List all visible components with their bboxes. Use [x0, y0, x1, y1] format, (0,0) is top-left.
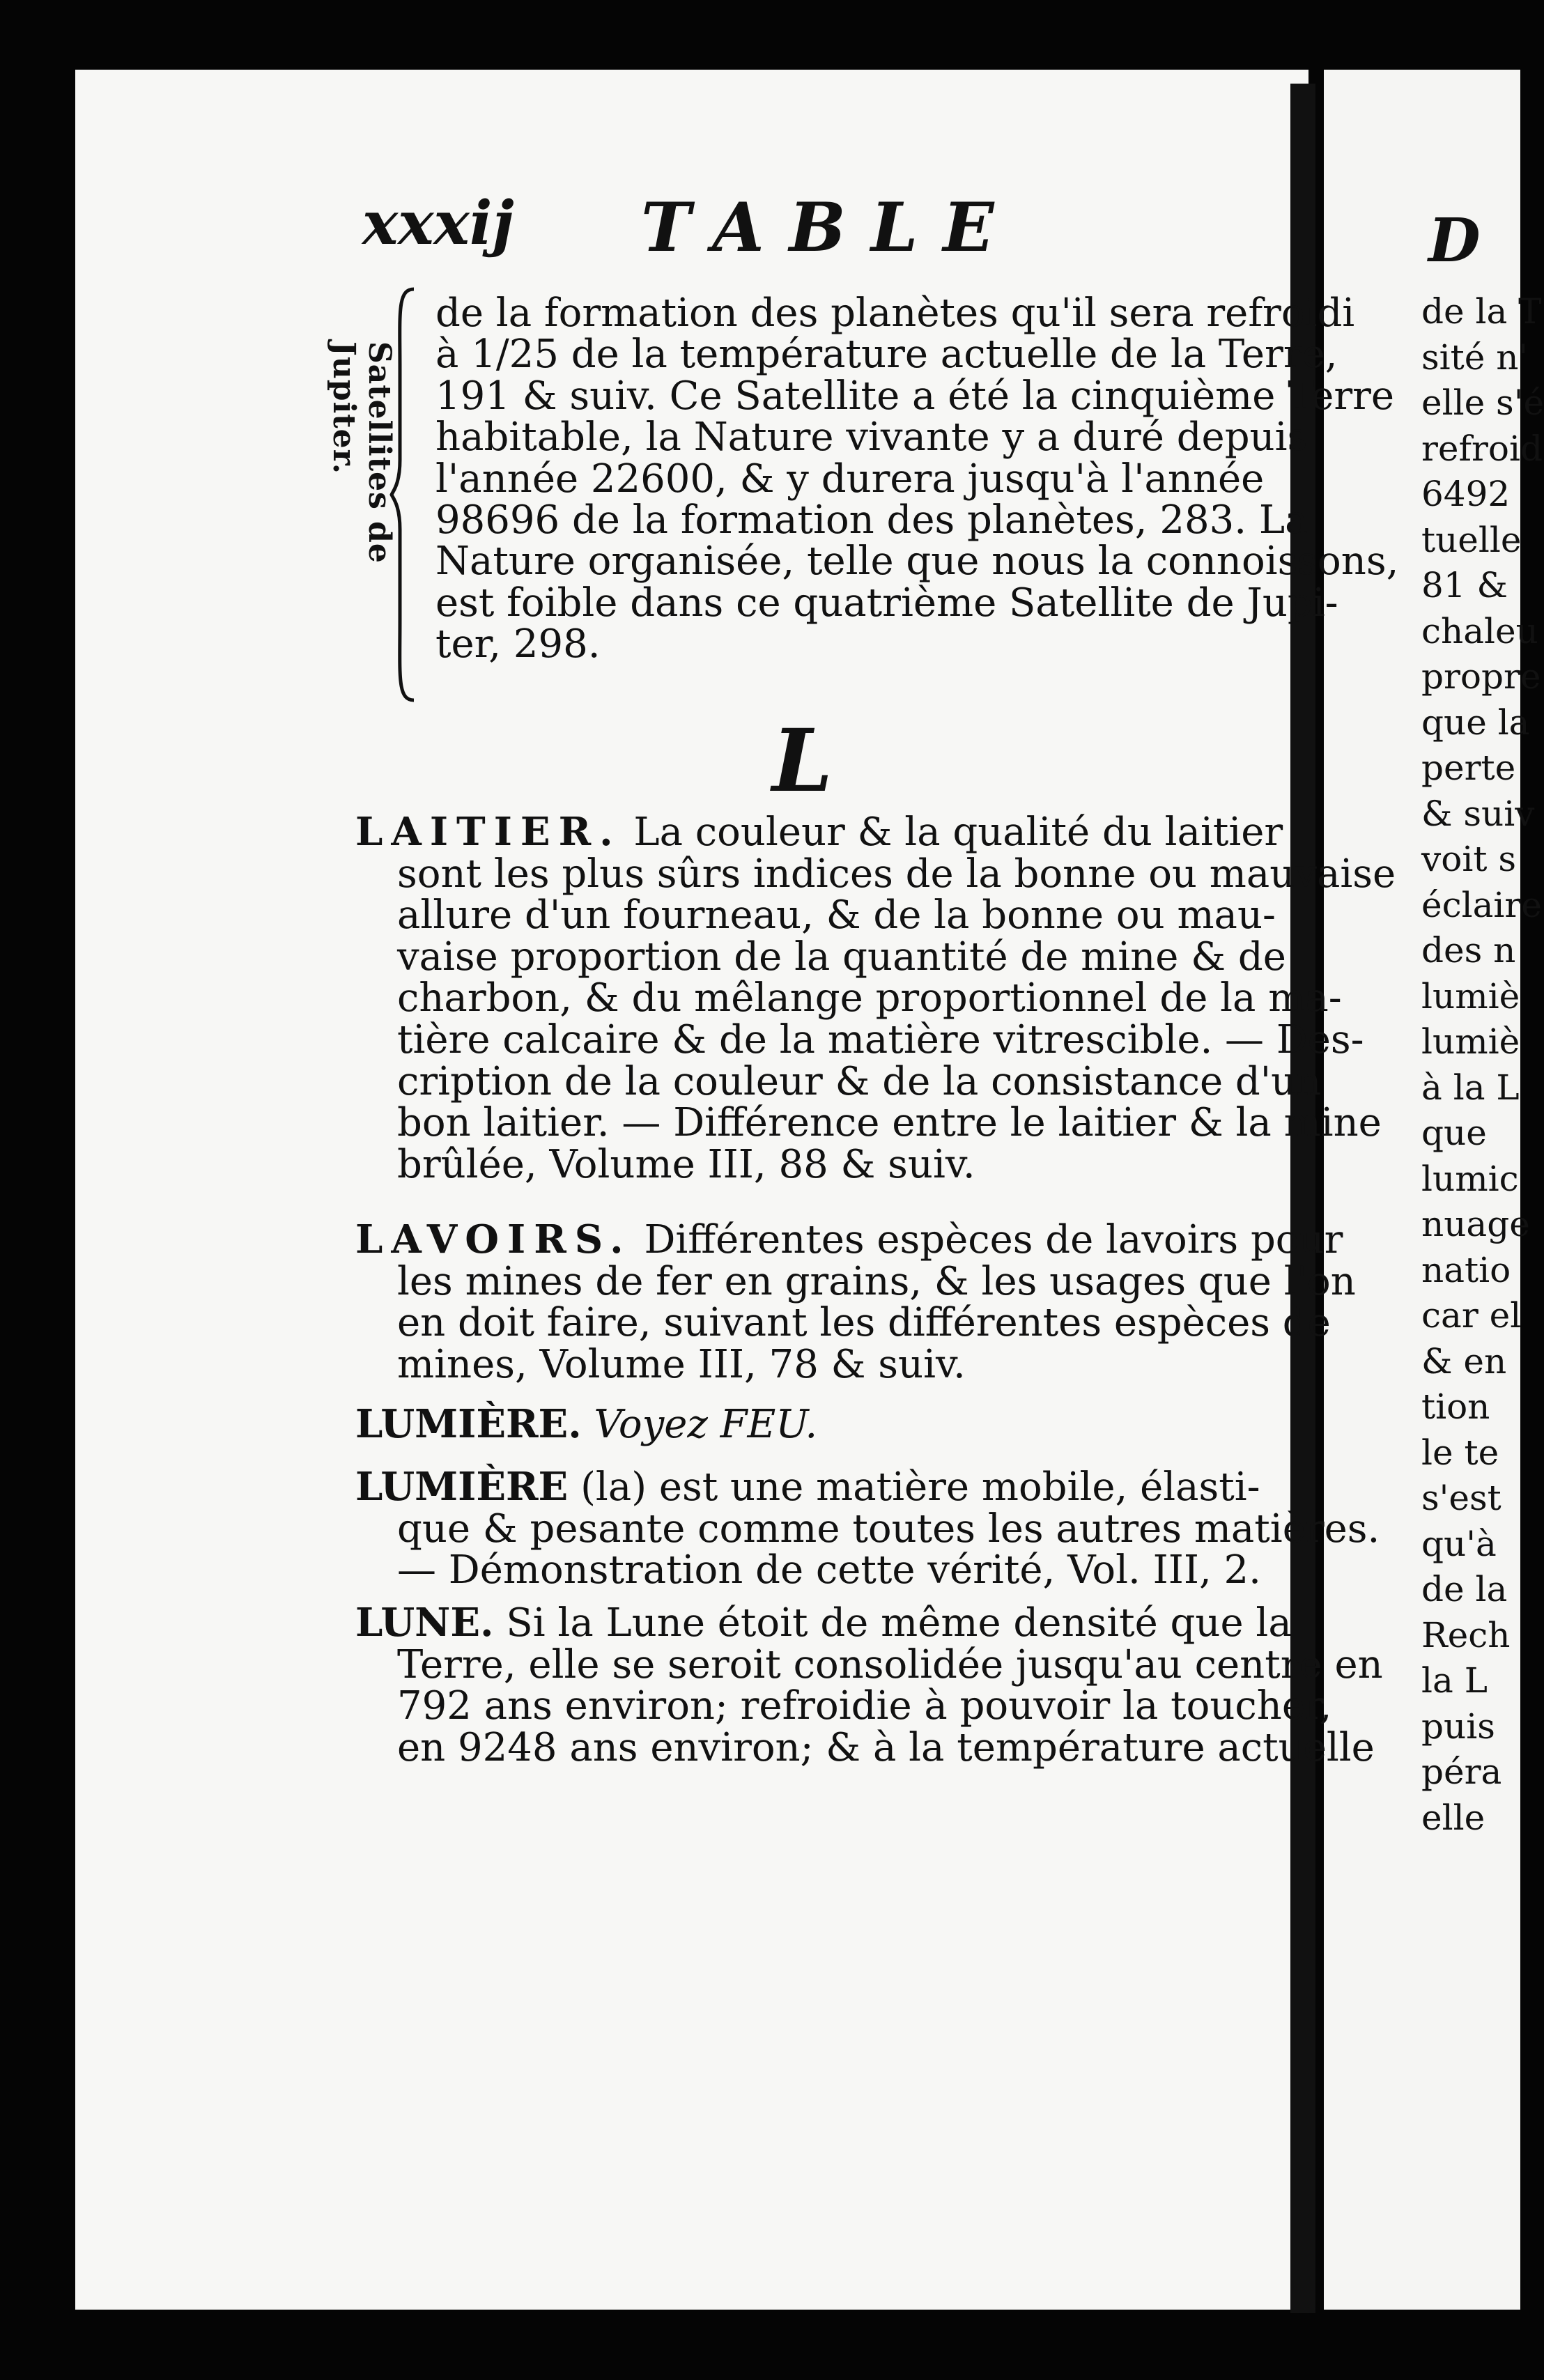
entry-headword: LAVOIRS.: [355, 1216, 632, 1262]
entry-headword: LUMIÈRE: [355, 1464, 569, 1510]
right-page-line: tuelle: [1421, 519, 1522, 560]
right-page-line: chaleu: [1421, 610, 1538, 651]
right-page-line: sité n': [1421, 337, 1529, 378]
text-line: Terre, elle se seroit consolidée jusqu'au centre en: [397, 1641, 1383, 1687]
right-page-line: péra: [1421, 1752, 1502, 1792]
right-page-line: la L: [1421, 1660, 1488, 1701]
text-line: Nature organisée, telle que nous la connoissons,: [435, 539, 1399, 585]
text-line: La couleur & la qualité du laitier: [633, 810, 1283, 855]
entry-lumiere-voyez: [355, 1401, 818, 1447]
text-line: cription de la couleur & de la consistance d'un: [397, 1058, 1322, 1104]
right-page-line: natio: [1421, 1249, 1511, 1290]
text-line: 792 ans environ; refroidie à pouvoir la toucher,: [397, 1683, 1332, 1729]
right-page-line: éclaire: [1421, 884, 1542, 925]
right-page-line: & en: [1421, 1340, 1507, 1382]
right-page-line: tion: [1421, 1386, 1490, 1427]
entry-laitier: [355, 809, 1396, 1187]
text-line: que & pesante comme toutes les autres matières.: [397, 1506, 1380, 1552]
right-page-line: car el: [1421, 1295, 1522, 1336]
text-line: 191 & suiv. Ce Satellite a été la cinquième Terre: [435, 373, 1395, 419]
right-page-line: à la L: [1421, 1067, 1520, 1108]
right-page-line: elle s'é: [1421, 382, 1544, 423]
right-page-line: de la T: [1421, 291, 1542, 332]
right-page-line: Rech: [1421, 1614, 1511, 1655]
right-page-line: que la: [1421, 702, 1530, 743]
right-page-line: lumic: [1421, 1158, 1519, 1199]
text-line: mines, Volume III, 78 & suiv.: [397, 1341, 966, 1387]
text-line: charbon, & du mêlange proportionnel de la ma-: [397, 975, 1342, 1021]
right-page-line: nuage: [1421, 1204, 1530, 1244]
text-line: l'année 22600, & y durera jusqu'à l'année: [435, 456, 1265, 502]
section-letter: L: [772, 711, 833, 812]
text-line: de la formation des planètes qu'il sera refroidi: [435, 291, 1355, 336]
text-line: brûlée, Volume III, 88 & suiv.: [397, 1141, 975, 1187]
right-page-line: des n: [1421, 930, 1516, 971]
right-page-line: lumiè: [1421, 1021, 1520, 1062]
right-page-line: elle: [1421, 1797, 1485, 1838]
right-page-line: s'est: [1421, 1478, 1501, 1518]
entry-lavoirs: [355, 1216, 1356, 1387]
right-page-line: qu'à: [1421, 1523, 1497, 1564]
page-title: TABLE: [641, 188, 1019, 267]
text-line: en doit faire, suivant les différentes espèces de: [397, 1300, 1331, 1346]
right-page-line: voit s: [1421, 839, 1516, 879]
text-line: est foible dans ce quatrième Satellite de Jupi-: [435, 580, 1338, 626]
right-page-line: perte: [1421, 748, 1516, 788]
right-page-line: puis: [1421, 1706, 1495, 1747]
right-page-line: 6492: [1421, 474, 1511, 514]
text-line: (la) est une matière mobile, élasti-: [580, 1465, 1260, 1510]
text-line: habitable, la Nature vivante y a duré depuis: [435, 415, 1308, 461]
page-number: xxxij: [362, 188, 514, 258]
entry-lumiere: [355, 1464, 1380, 1593]
text-line: — Démonstration de cette vérité, Vol. III, 2.: [397, 1547, 1261, 1593]
text-line: à 1/25 de la température actuelle de la Terre,: [435, 332, 1338, 378]
sidenote-satellites: Satellites de Jupiter.: [326, 341, 397, 564]
right-page-line: propre: [1421, 656, 1541, 697]
right-page-line: de la: [1421, 1569, 1508, 1609]
right-page-line: 81 &: [1421, 565, 1508, 605]
text-line: bon laitier. — Différence entre le laitier & la mine: [397, 1100, 1382, 1146]
text-line: 98696 de la formation des planètes, 283. La: [435, 497, 1308, 543]
satellite-paragraph: [435, 293, 1398, 665]
text-line: en 9248 ans environ; & à la température actuelle: [397, 1724, 1375, 1770]
right-page-header: D: [1428, 206, 1485, 276]
entry-lune: [355, 1602, 1383, 1768]
text-line: tière calcaire & de la matière vitrescible. — Des-: [397, 1017, 1364, 1062]
text-line: Si la Lune étoit de même densité que la: [506, 1600, 1292, 1646]
entry-headword: LUNE.: [355, 1600, 494, 1646]
right-page-line: lumiè: [1421, 975, 1520, 1017]
text-line: sont les plus sûrs indices de la bonne ou mauvaise: [397, 851, 1396, 897]
right-page-line: refroid: [1421, 428, 1543, 469]
right-page-line: le te: [1421, 1432, 1499, 1473]
text-line: vaise proportion de la quantité de mine & de: [397, 934, 1286, 980]
text-line: allure d'un fourneau, & de la bonne ou mau-: [397, 892, 1276, 938]
entry-headword: LAITIER.: [355, 809, 622, 855]
text-line: Voyez FEU.: [594, 1402, 818, 1447]
right-page-line: & suiv: [1421, 793, 1535, 834]
text-line: les mines de fer en grains, & les usages que l'on: [397, 1258, 1356, 1304]
text-line: Différentes espèces de lavoirs pour: [644, 1217, 1343, 1262]
entry-headword: LUMIÈRE.: [355, 1401, 582, 1447]
text-line: ter, 298.: [435, 621, 601, 667]
right-page-line: que: [1421, 1113, 1487, 1153]
